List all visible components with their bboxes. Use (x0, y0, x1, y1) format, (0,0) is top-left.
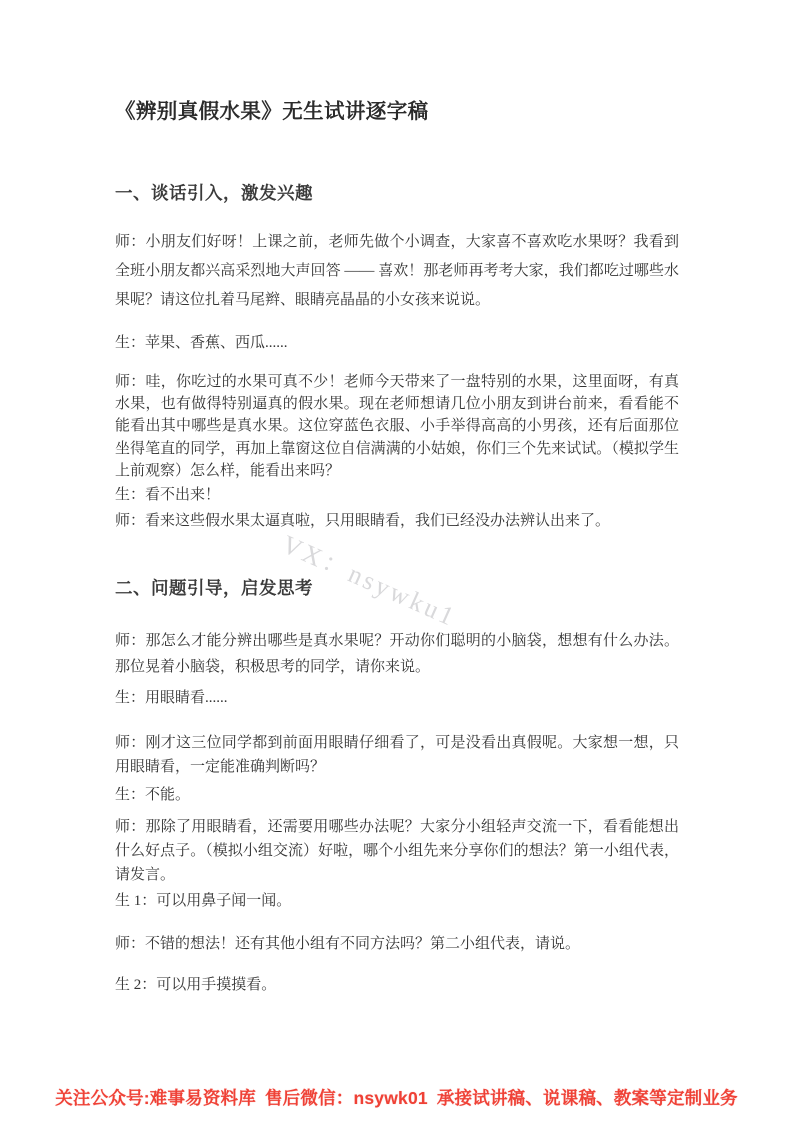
paragraph-teacher-fake-fruit-intro: 师：哇，你吃过的水果可真不少！老师今天带来了一盘特别的水果，这里面呀，有真水果，也有做得特别逼真的假水果。现在老师想请几位小朋友到讲台前来，看看能不能看出其中哪些是真水果。这位穿蓝色衣服、小手举得高高的小男孩，还有后面那位坐得笔直的同学，再加上靠窗这位自信满满的小姑娘，你们三个先来试试。（模拟学生上前观察）怎么样，能看出来吗？ (115, 374, 679, 479)
paragraph-teacher-how-to-tell: 师：那怎么才能分辨出哪些是真水果呢？开动你们聪明的小脑袋，想想有什么办法。那位晃着小脑袋，积极思考的同学，请你来说。 (115, 633, 679, 675)
footer-text-group (55, 1085, 738, 1110)
paragraph-student-fruits: 生：苹果、香蕉、西瓜...... (115, 335, 288, 351)
watermark: VX：nsywku1 (277, 529, 461, 633)
footer-wechat-label: 售后微信： (264, 1087, 354, 1108)
paragraph-teacher-too-realistic: 师：看来这些假水果太逼真啦，只用眼睛看，我们已经没办法辨认出来了。 (115, 513, 611, 529)
paragraph-student-2-touch: 生 2：可以用手摸摸看。 (115, 977, 277, 993)
paragraph-student-1-smell: 生 1：可以用鼻子闻一闻。 (115, 893, 292, 909)
paragraph-student-cannot-tell: 生：看不出来！ (115, 487, 221, 503)
footer-follow-label: 关注公众号:难事易资料库 (55, 1087, 256, 1108)
paragraph-student-no: 生：不能。 (115, 787, 191, 803)
footer-wechat-id: nsywk01 (353, 1087, 428, 1108)
paragraph-teacher-group-discussion: 师：那除了用眼睛看，还需要用哪些办法呢？大家分小组轻声交流一下，看看能想出什么好点子。（模拟小组交流）好啦，哪个小组先来分享你们的想法？第一小组代表，请发言。 (115, 819, 679, 883)
footer-banner (0, 1080, 793, 1114)
footer-services-label: 承接试讲稿、说课稿、教案等定制业务 (436, 1087, 738, 1108)
paragraph-teacher-eyes-not-enough: 师：刚才这三位同学都到前面用眼睛仔细看了，可是没看出真假呢。大家想一想，只用眼睛看，一定能准确判断吗？ (115, 735, 679, 775)
paragraph-student-use-eyes: 生：用眼睛看...... (115, 690, 228, 706)
section-heading-2: 二、问题引导，启发思考 (115, 578, 313, 598)
paragraph-teacher-greeting: 师：小朋友们好呀！上课之前，老师先做个小调查，大家喜不喜欢吃水果呀？我看到全班小朋友都兴高采烈地大声回答 —— 喜欢！那老师再考考大家，我们都吃过哪些水果呢？请这位扎着马尾辫、眼睛亮晶晶的小女孩来说说。 (115, 234, 679, 308)
page-title: 《辨别真假水果》无生试讲逐字稿 (115, 101, 429, 123)
paragraph-teacher-other-groups: 师：不错的想法！还有其他小组有不同方法吗？第二小组代表，请说。 (115, 936, 581, 952)
section-heading-1: 一、谈话引入，激发兴趣 (115, 183, 313, 203)
